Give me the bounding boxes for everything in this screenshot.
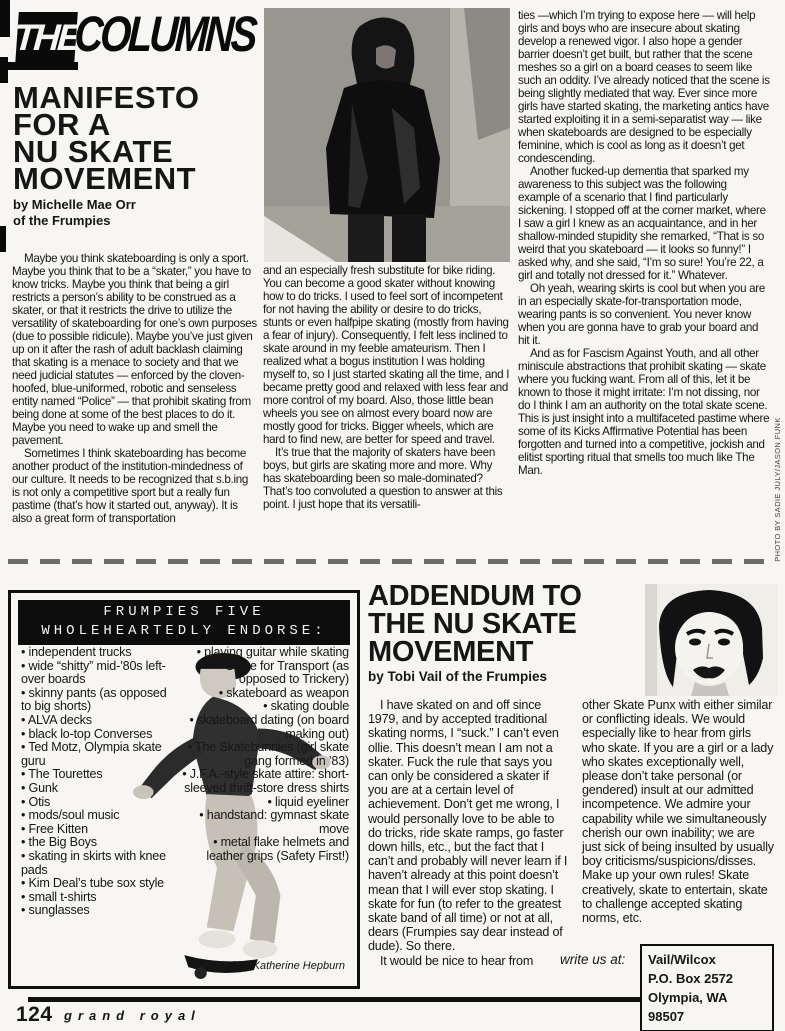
address-line: P.O. Box 2572 [648, 971, 734, 986]
addendum-byline: by Tobi Vail of the Frumpies [368, 669, 548, 684]
endorse-list-right [174, 646, 349, 864]
address-line: Vail/Wilcox [648, 952, 716, 967]
paragraph: other Skate Punx with either similar or conflicting ideals. We would especially like to hear from girls who skate. If you are a girl or a lady who skates exceptionally well, please don’t take personal (or gendered) insult at our admitted incompetence. We admire your capability while we simultaneously cherish our own inability; we are just sick of being insulted by usually boy criticisms/suspicions/disses. Make up your own rules! Skate creatively, skate to entertain, skate to challenge accepted skating norms, etc. [582, 698, 774, 926]
paragraph: It’s true that the majority of skaters have been boys, but girls are skating more and more. Why has skateboarding been so male-dominated? That’s too convoluted a question to answer at this point. I just hope that its versatili- [263, 446, 503, 511]
list-item: • The Tourettes [21, 768, 179, 782]
endorse-header-line2: WHOLEHEARTEDLY ENDORSE: [41, 623, 327, 639]
paragraph: Another fucked-up dementia that sparked my awareness to this subject was the following example of a scenario that I find particularly sickening. I stopped off at the corner market, where I saw a girl I knew as an acquaintance, and in her shallow-minded stupidity she remarked, “That is so weird that you skateboard — it looks so funny!” I asked why, and she said, “I’m so sure! You’re 22, a girl and totally not dressed for it.” Whatever. [518, 165, 766, 282]
face-portrait-illustration [645, 584, 778, 696]
addendum-title-line: THE NU SKATE [368, 608, 577, 640]
list-item: • skating double [174, 700, 349, 714]
dashed-divider [8, 559, 770, 564]
manifesto-byline-band: of the Frumpies [13, 213, 111, 228]
paragraph: I have skated on and off since 1979, and by accepted traditional skating norms, I “suck.” I can’t even ollie. This doesn’t mean I am not a skater. Fuck the rule that says you can only be considered a skater if you are at a certain level of achievement. Don’t get me wrong, I would personally love to be able to do tricks, ride skate ramps, go faster down hills, etc., but the fact that I can’t and probably will never learn if I haven’t already at this point doesn’t mean that I will ever stop skating. I skate for fun (to refer to the greatest skate band of all time) or not at all, dears (Frumpies say dear instead of dude). So there. [368, 698, 568, 954]
list-item: • handstand: gymnast skate move [174, 809, 349, 836]
list-item: • independent trucks [21, 646, 179, 660]
paragraph: Maybe you think skateboarding is only a sport. Maybe you think that to be a “skater,” you have to know tricks. Maybe you think that being a girl restricts a person’s ability to be construed as a skater, or that it restricts the drive to utilize the versatility of skateboarding for one’s own purposes (due to possible ridicule). Maybe you’ve just given up on it after the rash of adult backlash claiming that skating is a menace to society and that we need judicial statutes — enforced by the cloven-hoofed, blue-uniformed, robotic and senseless entity named “Police” — that prohibit skating from being done at some of the best places to do it. Maybe you need to wake up and smell the pavement. [12, 252, 257, 447]
list-item: • playing guitar while skating [174, 646, 349, 660]
paragraph: and an especially fresh substitute for bike riding. You can become a good skater without knowing how to do tricks. I used to feel sort of incompetent for not having the ability or desire to do tricks, stunts or even halfpipe skating (mostly from having a fear of injury). Consequently, I felt less inclined to skate around in my feeble amateurism. Then I realized what a bogus institution I was holding myself to, so I just started skating all the time, and I became pretty good and relaxed with less fear and more control of my board. Also, those little bean wheels you see on almost every board now are mostly good for tricks. Bigger wheels, which are hard to find new, are better for speed and travel. [263, 264, 510, 446]
paragraph: Sometimes I think skateboarding has become another product of the institution-mindedness of our culture. It needs to be recognized that s.b.ing is not only a competitive sport but a really fun pastime (that’s how it started out, anyway). It is also a great form of transportation [12, 447, 249, 525]
list-item: • Otis [21, 796, 179, 810]
manifesto-title-line: MANIFESTO [13, 80, 200, 115]
list-item: • mods/soul music [21, 809, 179, 823]
endorse-header-line1: FRUMPIES FIVE [103, 604, 265, 620]
manifesto-column-3 [518, 9, 770, 477]
print-edge-mark [0, 0, 10, 37]
photo-skater-portrait [264, 8, 510, 262]
list-item: • liquid eyeliner [174, 796, 349, 810]
manifesto-byline [13, 197, 136, 229]
write-us-label: write us at: [560, 952, 626, 967]
print-edge-mark [0, 226, 6, 252]
list-item: • ALVA decks [21, 714, 179, 728]
list-item: • sunglasses [21, 904, 179, 918]
list-item: • skateboard dating (on board making out) [174, 714, 349, 741]
addendum-column-1 [368, 698, 571, 968]
paragraph: ties —which I’m trying to expose here — will help girls and boys who are insecure about skating develop a renewed vigor. I also hope a gender barrier doesn’t get built, but rather that the scene meshes so a girl on a board ceases to seem like such an oddity. I’ve already noticed that the scene is being slightly mediated that way. Ever since more girls have started skating, the marketing antics have started exploiting it in a semi-separatist way — like when skateboards are designed to be especially feminine, which is cool as long as it doesn’t get condescending. [518, 9, 770, 165]
address-box [640, 944, 774, 1031]
list-item: • Free Kitten [21, 823, 179, 837]
photo-face-portrait [645, 584, 778, 696]
list-item: • small t-shirts [21, 891, 179, 905]
manifesto-title-line: MOVEMENT [13, 161, 197, 196]
endorse-list-left [21, 646, 179, 918]
photo-caption: at left: Katherine Hepburn [219, 960, 345, 972]
manifesto-title-line: FOR A [13, 107, 111, 142]
manifesto-byline-author: by Michelle Mae Orr [13, 197, 136, 212]
list-item: • metal flake helmets and leather grips (Safety First!) [174, 836, 349, 863]
list-item: • The Skatebunnies (girl skate gang formed in ’83) [174, 741, 349, 768]
manifesto-title [13, 80, 200, 196]
list-item: • Kim Deal’s tube sox style [21, 877, 179, 891]
print-edge-mark [0, 57, 8, 83]
list-item: • wide “shitty” mid-’80s left-over boards [21, 660, 179, 687]
list-item: • skinny pants (as opposed to big shorts) [21, 687, 179, 714]
frumpies-endorse-box [8, 590, 360, 989]
masthead-underline-bar [8, 62, 78, 70]
photo-credit: PHOTO BY SADIE JULY/JASON FUNK [773, 417, 782, 562]
list-item: • Ted Motz, Olympia skate guru [21, 741, 179, 768]
addendum-title [368, 582, 582, 666]
paragraph: It would be nice to hear from [380, 953, 534, 968]
list-item: • skateboard as weapon [174, 687, 349, 701]
addendum-title-line: MOVEMENT [368, 636, 534, 668]
manifesto-column-1 [12, 252, 258, 525]
paragraph: And as for Fascism Against Youth, and all other miniscule abstractions that prohibit skating — skate where you fucking want. From all of this, let it be known to those it might irritate: I’m not dissing, nor do I think I am an authority on the total skate scene. This is just insight into a multifaceted pastime where some of its Kicks Affirmative Potential has been forgotten and turned into a competitive, jockish and elitist sporting ritual that smells too much like The Man. [518, 347, 770, 477]
list-item: • black lo-top Converses [21, 728, 179, 742]
manifesto-column-2 [263, 264, 511, 511]
addendum-title-line: ADDENDUM TO [368, 580, 582, 612]
page-number: 124 [16, 1003, 53, 1026]
list-item: • J.F.A.-style skate attire: short-sleeved thrift-store dress shirts [174, 768, 349, 795]
masthead-columns-logo: COLUMNS [73, 6, 256, 62]
masthead-the-logo: THE [15, 12, 78, 64]
list-item: • the Big Boys [21, 836, 179, 850]
addendum-column-2 [582, 698, 776, 925]
skater-portrait-illustration [264, 8, 510, 262]
paragraph: Oh yeah, wearing skirts is cool but when you are in an especially skate-for-transportation mode, wearing pants is so convenient. You never know when you are gonna have to grab your board and hit it. [518, 282, 765, 347]
list-item: • Skate for Transport (as opposed to Trickery) [174, 660, 349, 687]
list-item: • skating in skirts with knee pads [21, 850, 179, 877]
manifesto-title-line: NU SKATE [13, 134, 174, 169]
list-item: • Gunk [21, 782, 179, 796]
address-line: Olympia, WA 98507 [648, 990, 727, 1024]
endorse-header-bar [18, 600, 350, 645]
magazine-name: grand royal [64, 1008, 201, 1023]
